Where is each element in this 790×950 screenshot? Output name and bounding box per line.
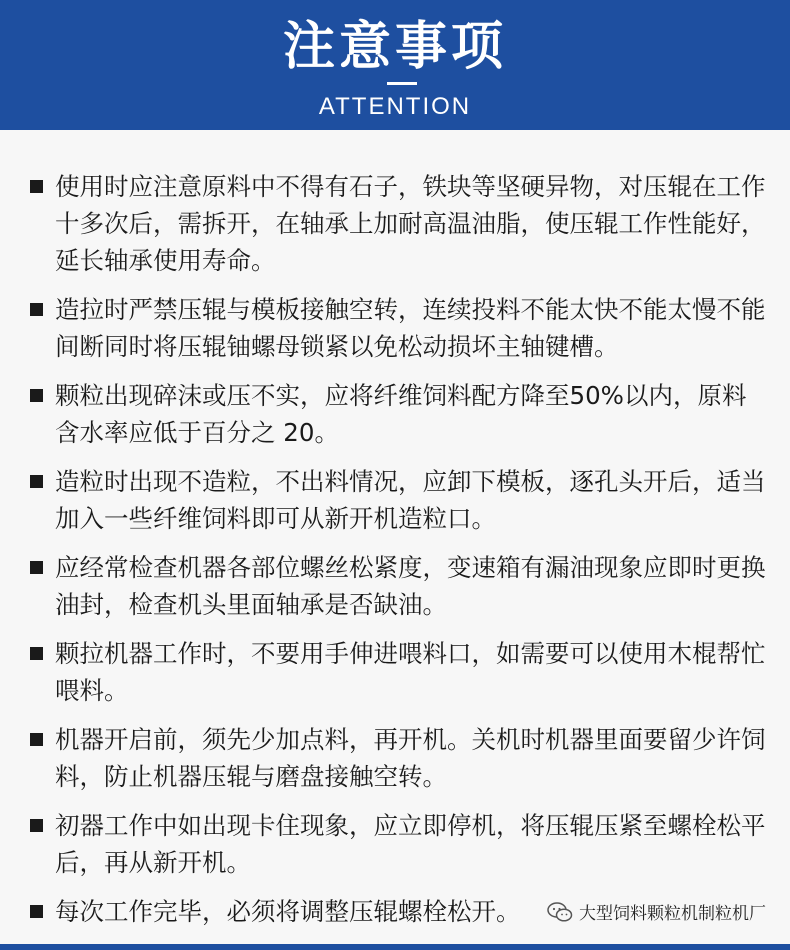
attention-list [30, 168, 770, 942]
list-item [30, 377, 770, 451]
footer-bar [0, 944, 790, 950]
square-bullet-icon [30, 475, 43, 488]
list-item-text: 使用时应注意原料中不得有石子，铁块等坚硬异物，对压辊在工作十多次后，需拆开，在轴承上加耐高温油脂，使压辊工作性能好，延长轴承使用寿命。 [55, 172, 766, 275]
list-item-text: 机器开启前，须先少加点料，再开机。关机时机器里面要留少许饲料，防止机器压辊与磨盘接触空转。 [55, 725, 766, 791]
square-bullet-icon [30, 905, 43, 918]
square-bullet-icon [30, 819, 43, 832]
list-item-text: 造粒时出现不造粒，不出料情况，应卸下模板，逐孔头开后，适当加入一些纤维饲料即可从新开机造粒口。 [55, 467, 766, 533]
list-item [30, 463, 770, 537]
header-banner [0, 0, 790, 130]
list-item-text: 每次工作完毕，必须将调整压辊螺栓松开。 [55, 897, 521, 926]
page-title: 注意事项 [282, 16, 507, 77]
list-item [30, 168, 770, 279]
square-bullet-icon [30, 733, 43, 746]
list-item-text: 颗粒出现碎沫或压不实，应将纤维饲料配方降至50%以内，原料含水率应低于百分之 20。 [55, 381, 747, 447]
list-item-text: 造拉时严禁压辊与模板接触空转，连续投料不能太快不能太慢不能间断同时将压辊铀螺母锁紧以免松动损坏主轴键槽。 [55, 295, 766, 361]
title-divider [387, 82, 417, 85]
wechat-watermark [547, 899, 766, 924]
square-bullet-icon [30, 561, 43, 574]
list-item [30, 291, 770, 365]
list-item [30, 807, 770, 881]
page-subtitle: ATTENTION [318, 93, 472, 120]
list-item-text: 颗拉机器工作时，不要用手伸进喂料口，如需要可以使用木棍帮忙喂料。 [55, 639, 766, 705]
wechat-icon [547, 902, 573, 922]
square-bullet-icon [30, 647, 43, 660]
square-bullet-icon [30, 180, 43, 193]
watermark-text: 大型饲料颗粒机制粒机厂 [579, 904, 766, 924]
square-bullet-icon [30, 303, 43, 316]
square-bullet-icon [30, 389, 43, 402]
list-item [30, 635, 770, 709]
list-item [30, 549, 770, 623]
list-item [30, 721, 770, 795]
list-item-text: 初器工作中如出现卡住现象，应立即停机，将压辊压紧至螺栓松平后，再从新开机。 [55, 811, 766, 877]
list-item-text: 应经常检查机器各部位螺丝松紧度，变速箱有漏油现象应即时更换油封，检查机头里面轴承是否缺油。 [55, 553, 766, 619]
